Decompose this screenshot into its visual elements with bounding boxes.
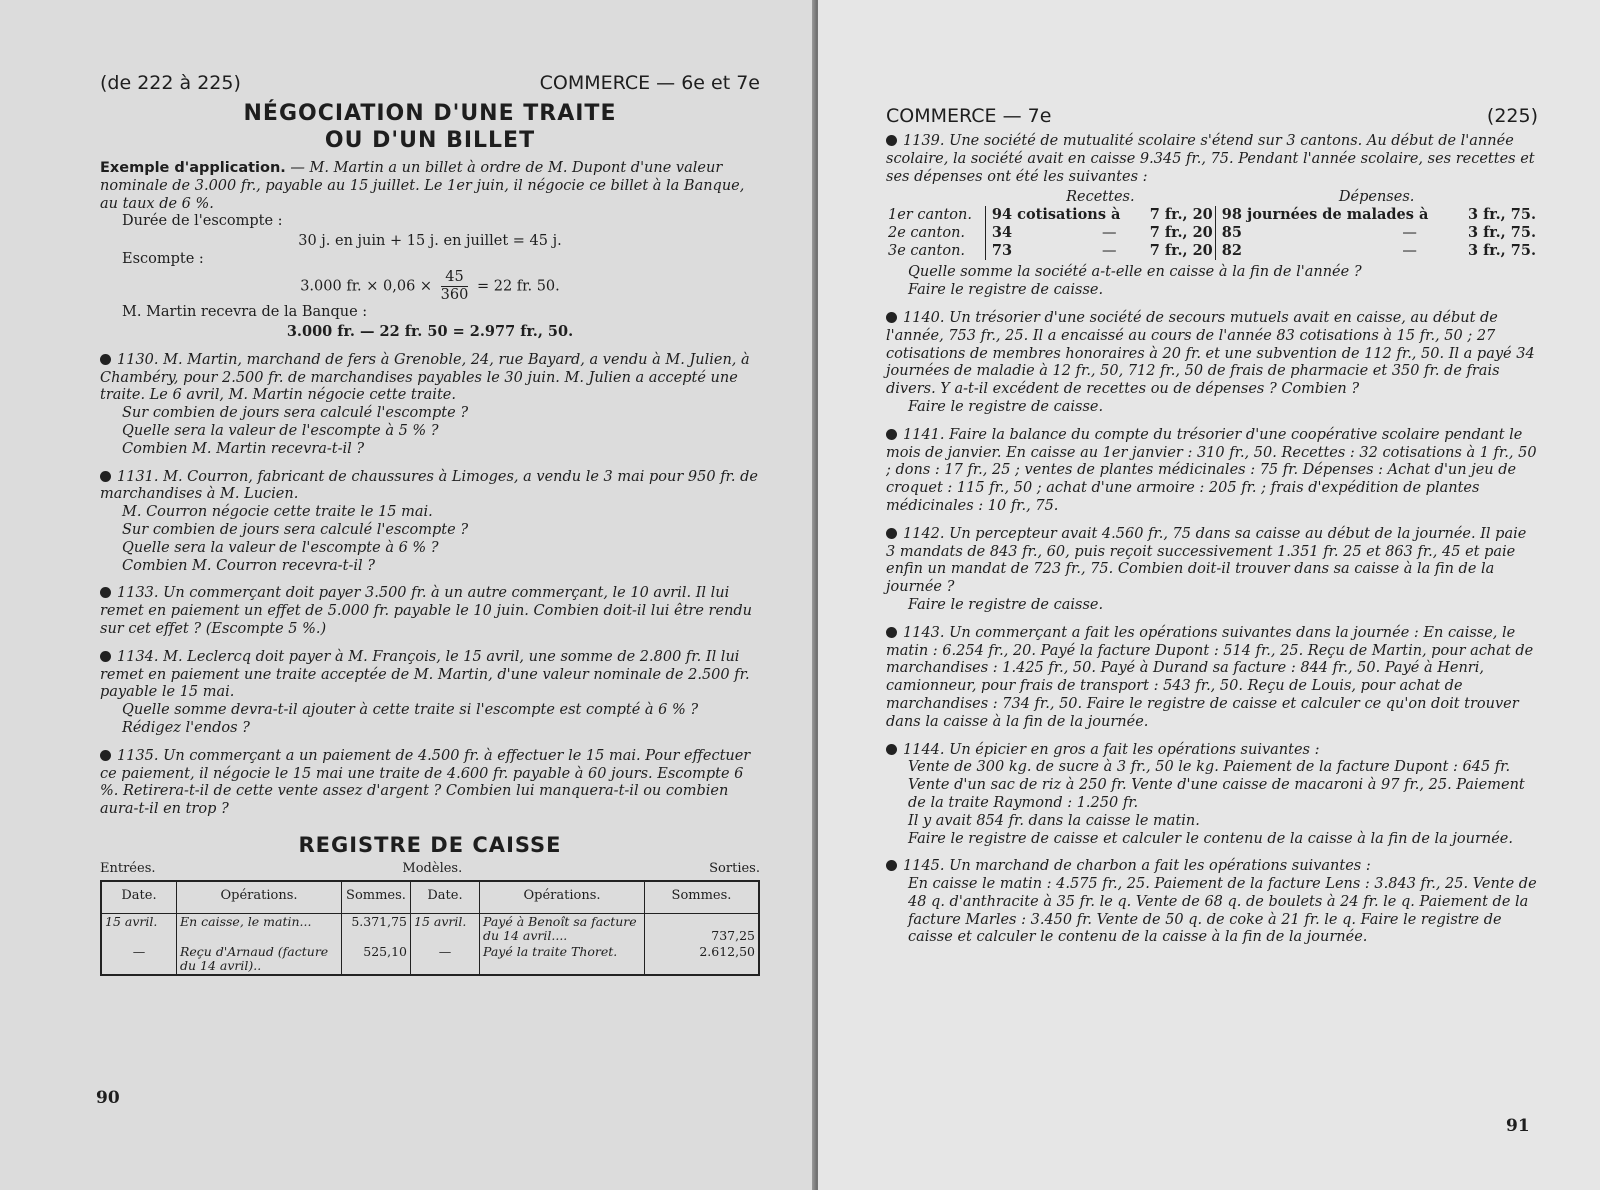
sorties-label: Sorties. (709, 860, 760, 876)
bullet-icon (100, 750, 111, 761)
modeles-label: Modèles. (402, 860, 463, 876)
exercise-1131-q1: M. Courron négocie cette traite le 15 mai. (122, 504, 433, 521)
escompte-formula (100, 269, 760, 304)
exercise-1131-q4: Combien M. Courron recevra-t-il ? (122, 557, 376, 574)
cell: 3 fr., 75. (1467, 242, 1536, 260)
canton-header-row (886, 188, 1538, 206)
escompte-label: Escompte : (122, 251, 204, 268)
th-operations-out: Opérations. (480, 881, 645, 914)
bullet-icon (886, 429, 897, 440)
exercise-1140-text: 1140. Un trésorier d'une société de secours mutuels avait en caisse, au début de l'année, 753 fr., 25. Il a encaissé au cours de l'année 83 cotisations à 15 fr., 50 ; 27 cotisations de membres honoraires à 20 fr. et une subvention de 112 fr., 50. Il a payé 34 journées de maladie à 12 fr., 50, 712 fr., 50 de frais de pharmacie et 350 fr. de frais divers. Y a-t-il excédent de recettes ou de dépenses ? Combien ? (886, 309, 1535, 398)
exercise-1139-q2: Faire le registre de caisse. (908, 282, 1104, 299)
registre-subheader (100, 861, 760, 876)
canton-table (886, 188, 1538, 260)
th-sommes-out: Sommes. (645, 881, 760, 914)
entrees-label: Entrées. (100, 860, 156, 876)
exercise-1139 (886, 133, 1538, 186)
exercise-1134-q2: Rédigez l'endos ? (122, 719, 250, 736)
right-page (818, 0, 1600, 1190)
th-date-in: Date. (101, 881, 177, 914)
exercise-1143 (886, 625, 1538, 732)
bullet-icon (886, 135, 897, 146)
bullet-icon (886, 627, 897, 638)
cell: 3e canton. (888, 243, 966, 260)
bullet-icon (100, 651, 111, 662)
left-page-range: (de 222 à 225) (100, 72, 241, 94)
cell: 5.371,75 (342, 913, 411, 944)
bullet-icon (100, 471, 111, 482)
fraction-denominator: 360 (440, 286, 469, 303)
exercise-1142 (886, 526, 1538, 597)
exercise-1135-text: 1135. Un commerçant a un paiement de 4.500 fr. à effectuer le 15 mai. Pour effectuer ce paiement, il négocie le 15 mai une traite de 4.600 fr. payable à 60 jours. Escompte 6 %. Retirera-t-il de cette vente assez d'argent ? Combien lui manquera-t-il ou combien aura-t-il en trop ? (100, 747, 751, 818)
cell: 34 (985, 224, 1079, 242)
cell: 15 avril. (101, 913, 177, 944)
exercise-1144-body: Vente de 300 kg. de sucre à 3 fr., 50 le kg. Paiement de la facture Dupont : 645 fr. Vente d'un sac de riz à 250 fr. Vente d'une caisse de macaroni à 97 fr., 25. Paiement de la traite Raymond : 1.250 fr. (908, 759, 1525, 811)
exercise-1130 (100, 352, 760, 405)
exercise-1130-q3: Combien M. Martin recevra-t-il ? (122, 440, 365, 457)
exercise-1134 (100, 649, 760, 702)
recevra-calc: 3.000 fr. — 22 fr. 50 = 2.977 fr., 50. (286, 322, 574, 340)
cell: — (1101, 225, 1117, 242)
cell: 737,25 (645, 913, 760, 944)
bullet-icon (886, 860, 897, 871)
exercise-1144 (886, 742, 1538, 760)
example-paragraph (100, 160, 760, 213)
escompte-fraction (441, 269, 469, 304)
exercise-1145 (886, 858, 1538, 876)
th-date-out: Date. (411, 881, 480, 914)
right-page-range: (225) (1486, 105, 1538, 127)
exercise-1130-text: 1130. M. Martin, marchand de fers à Grenoble, 24, rue Bayard, a vendu à M. Julien, à Chambéry, pour 2.500 fr. de marchandises payables le 30 juin. M. Julien a accepté une traite. Le 6 avril, M. Martin négocie cette traite. (100, 351, 750, 404)
exercise-1134-q1: Quelle somme devra-t-il ajouter à cette traite si l'escompte est compté à 6 % ? (122, 702, 699, 719)
cell: — (101, 944, 177, 975)
duree-calc: 30 j. en juin + 15 j. en juillet = 45 j. (298, 233, 562, 250)
cell: 3 fr., 75. (1467, 206, 1536, 224)
exercise-1135 (100, 748, 760, 819)
exercise-1140 (886, 310, 1538, 399)
section-title (100, 100, 760, 154)
registre-title: REGISTRE DE CAISSE (298, 832, 562, 857)
cell: 7 fr., 20 (1149, 206, 1213, 224)
exercise-1133-text: 1133. Un commerçant doit payer 3.500 fr. à un autre commerçant, le 10 avril. Il lui remet en paiement un effet de 5.000 fr. payable le 10 juin. Combien doit-il lui être rendu sur cet effet ? (Escompte 5 %.) (100, 585, 753, 637)
registre-table (100, 880, 760, 976)
exercise-1139-q1: Quelle somme la société a-t-elle en caisse à la fin de l'année ? (908, 264, 1362, 281)
recettes-header: Recettes. (1066, 189, 1135, 206)
exercise-1133 (100, 585, 760, 638)
cell: 2.612,50 (645, 944, 760, 975)
bullet-icon (100, 587, 111, 598)
example-label: Exemple d'application. (100, 160, 286, 176)
bullet-icon (886, 528, 897, 539)
cell: 2e canton. (888, 225, 966, 242)
exercise-1139-text: 1139. Une société de mutualité scolaire s'étend sur 3 cantons. Au début de l'année scolaire, la société avait en caisse 9.345 fr., 75. Pendant l'année scolaire, ses recettes et ses dépenses ont été les suivantes : (886, 133, 1535, 185)
table-row (886, 242, 1538, 260)
exercise-1144-text: 1144. Un épicier en gros a fait les opérations suivantes : (903, 741, 1320, 758)
cell: — (1101, 243, 1117, 260)
cell: 82 (1215, 242, 1362, 260)
exercise-1144-q: Faire le registre de caisse et calculer le contenu de la caisse à la fin de la journée. (908, 830, 1513, 847)
cell: Reçu d'Arnaud (facture du 14 avril).. (177, 944, 342, 975)
bullet-icon (886, 744, 897, 755)
cell: 15 avril. (411, 913, 480, 944)
section-title-line1: NÉGOCIATION D'UNE TRAITE (243, 101, 617, 126)
exercise-1145-body: En caisse le matin : 4.575 fr., 25. Paiement de la facture Lens : 3.843 fr., 25. Vente de 48 q. d'anthracite à 35 fr. le q. Vente de 68 q. de boulets à 24 fr. le q. Paiement de la facture Marles : 3.450 fr. Vente de 50 q. de coke à 21 fr. le q. Faire le registre de caisse et calculer le contenu de la caisse à la fin de la journée. (908, 876, 1537, 946)
table-row (101, 913, 759, 944)
left-page-number: 90 (96, 1088, 120, 1108)
exercise-1140-q: Faire le registre de caisse. (908, 398, 1104, 415)
example-text: — M. Martin a un billet à ordre de M. Dupont d'une valeur nominale de 3.000 fr., payable au 15 juillet. Le 1er juin, il négocie ce billet à la Banque, au taux de 6 %. (100, 160, 745, 212)
cell: 85 (1215, 224, 1362, 242)
cell: 7 fr., 20 (1149, 242, 1213, 260)
left-running-head: COMMERCE — 6e et 7e (539, 72, 760, 94)
exercise-1141-text: 1141. Faire la balance du compte du trésorier d'une coopérative scolaire pendant le mois de janvier. En caisse au 1er janvier : 310 fr., 50. Recettes : 32 cotisations à 1 fr., 50 ; dons : 17 fr., 25 ; ventes de plantes médicinales : 75 fr. Dépenses : Achat d'un jeu de croquet : 115 fr., 50 ; achat d'une armoire : 205 fr. ; frais d'expédition de plantes médicinales : 10 fr., 75. (886, 426, 1537, 514)
depenses-header: Dépenses. (1338, 189, 1415, 206)
exercise-1130-q2: Quelle sera la valeur de l'escompte à 5 % ? (122, 422, 439, 439)
cell: 3 fr., 75. (1467, 224, 1536, 242)
exercise-1145-text: 1145. Un marchand de charbon a fait les opérations suivantes : (903, 858, 1371, 875)
table-header-row (101, 881, 759, 914)
cell: 98 journées de malades à (1215, 206, 1457, 224)
bullet-icon (100, 354, 111, 365)
th-sommes-in: Sommes. (342, 881, 411, 914)
table-row (101, 944, 759, 975)
cell: 94 cotisations à (985, 206, 1139, 224)
exercise-1141 (886, 427, 1538, 516)
exercise-1143-text: 1143. Un commerçant a fait les opérations suivantes dans la journée : En caisse, le matin : 6.254 fr., 20. Payé la facture Dupont : 514 fr., 25. Reçu de Martin, pour achat de marchandises : 1.425 fr., 50. Payé à Durand sa facture : 844 fr., 50. Payé à Henri, camionneur, pour frais de transport : 543 fr., 50. Reçu de Louis, pour achat de marchandises : 734 fr., 50. Faire le registre de caisse et calculer ce qu'on doit trouver dans la caisse à la fin de la journée. (886, 624, 1534, 730)
cell: Payé la traite Thoret. (480, 944, 645, 975)
cell: — (1402, 225, 1417, 242)
exercise-1142-q: Faire le registre de caisse. (908, 596, 1104, 613)
cell: 7 fr., 20 (1149, 224, 1213, 242)
escompte-left: 3.000 fr. × 0,06 × (300, 278, 433, 295)
right-header (886, 105, 1538, 127)
escompte-right: = 22 fr. 50. (476, 278, 560, 295)
cell: 73 (985, 242, 1079, 260)
exercise-1131-q2: Sur combien de jours sera calculé l'escompte ? (122, 521, 469, 538)
cell: — (411, 944, 480, 975)
right-page-number: 91 (1506, 1116, 1530, 1136)
exercise-1131 (100, 469, 760, 505)
th-operations-in: Opérations. (177, 881, 342, 914)
table-row (886, 206, 1538, 224)
exercise-1131-q3: Quelle sera la valeur de l'escompte à 6 % ? (122, 539, 439, 556)
cell: — (1402, 243, 1417, 260)
cell: Payé à Benoît sa facture du 14 avril.... (480, 913, 645, 944)
bullet-icon (886, 312, 897, 323)
cell: 525,10 (342, 944, 411, 975)
section-title-line2: OU D'UN BILLET (324, 128, 536, 153)
exercise-1142-text: 1142. Un percepteur avait 4.560 fr., 75 dans sa caisse au début de la journée. Il paie 3 mandats de 843 fr., 60, puis reçoit successivement 1.351 fr. 25 et 863 fr., 45 et paie enfin un mandat de 723 fr., 75. Combien doit-il trouver dans sa caisse à la fin de la journée ? (886, 525, 1527, 596)
cell: 1er canton. (888, 207, 972, 224)
exercise-1144-note: Il y avait 854 fr. dans la caisse le matin. (908, 812, 1200, 829)
duree-label: Durée de l'escompte : (122, 213, 283, 230)
fraction-numerator: 45 (441, 269, 469, 287)
table-row (886, 224, 1538, 242)
cell: En caisse, le matin... (177, 913, 342, 944)
right-running-head: COMMERCE — 7e (886, 105, 1052, 127)
exercise-1134-text: 1134. M. Leclercq doit payer à M. François, le 15 avril, une somme de 2.800 fr. Il lui remet en paiement une traite acceptée de M. Martin, d'une valeur nominale de 2.500 fr. payable le 15 mai. (100, 648, 750, 701)
left-header (100, 72, 760, 94)
recevra-label: M. Martin recevra de la Banque : (122, 303, 368, 320)
exercise-1131-text: 1131. M. Courron, fabricant de chaussures à Limoges, a vendu le 3 mai pour 950 fr. de marchandises à M. Lucien. (100, 468, 758, 503)
exercise-1130-q1: Sur combien de jours sera calculé l'escompte ? (122, 405, 469, 422)
